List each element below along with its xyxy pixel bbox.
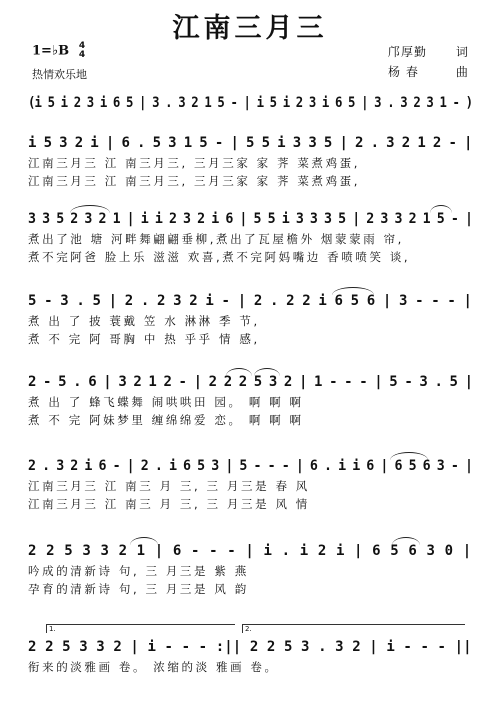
lyric-verse-2: 江南三月三 江 南三月三, 三月三家 家 荠 菜煮鸡蛋,	[28, 174, 361, 188]
composer-row	[388, 62, 468, 82]
music-system-1	[28, 132, 472, 190]
first-ending-label: 1.	[49, 625, 56, 633]
key-signature-block	[32, 42, 87, 82]
notation-line: 2 2 5 3 3 2 | i - - - :|| 2 2 5 3 . 3 2 | i - - - ||	[28, 639, 472, 655]
music-system-5	[28, 455, 472, 513]
lyricist-name: 邝厚勤	[388, 45, 428, 59]
lyric-verse-1: 江南三月三 江 南三月三, 三月三家 家 荠 菜煮鸡蛋,	[28, 156, 361, 170]
lyric-verse-1: 吟成的清新诗 句, 三 月三是 紫 燕	[28, 564, 249, 578]
second-ending-bracket	[242, 624, 465, 633]
lyric-verse-2: 江南三月三 江 南三 月 三, 三 月三是 风 情	[28, 497, 310, 511]
notation-line: i 5 3 2 i | 6 . 5 3 1 5 - | 5 5 i 3 3 5 | 2 . 3 2 1 2 - |	[28, 135, 472, 151]
intro-system	[28, 92, 472, 114]
lyric-verse-1: 煮 出 了 披 蓑戴 笠 水 淋淋 季 节,	[28, 314, 260, 328]
meter-bottom: 4	[78, 50, 86, 60]
notation-line: 2 - 5 . 6 | 3 2 1 2 - | 2 2 2 5 3 2 | 1 - - - | 5 - 3 . 5 |	[28, 374, 473, 390]
composer-name: 杨 春	[388, 65, 419, 79]
music-system-2	[28, 208, 472, 266]
music-system-6	[28, 540, 472, 598]
lyricist-row	[388, 42, 468, 62]
lyric-verse-1: 煮 出 了 蜂飞蝶舞 闹哄哄田 园。 啊 啊 啊	[28, 395, 304, 409]
time-signature	[79, 42, 85, 60]
meter-top: 4	[78, 41, 86, 51]
lyricist-role: 词	[455, 45, 468, 59]
composer-role: 曲	[455, 65, 468, 79]
notation-line: 2 . 3 2 i 6 - | 2 . i 6 5 3 | 5 - - - | 6 . i i 6 | 6 5 6 3 - |	[28, 458, 473, 474]
lyric-line: 衔来的淡雅画 卷。 浓缩的淡 雅画 卷。	[28, 660, 279, 674]
tempo-marking: 热情欢乐地	[32, 68, 87, 81]
song-title: 江南三月三	[172, 13, 328, 44]
key-signature: 1=♭B	[32, 43, 70, 59]
music-system-3	[28, 290, 472, 348]
first-ending-bracket	[46, 624, 235, 633]
second-ending-label: 2.	[245, 625, 252, 633]
lyric-verse-1: 江南三月三 江 南三 月 三, 三 月三是 春 风	[28, 479, 310, 493]
lyric-verse-2: 煮不完阿爸 脸上乐 滋滋 欢喜,煮不完阿妈嘴边 香喷喷笑 谈,	[28, 250, 411, 264]
notation-line: 3 3 5 2 3 2 1 | i i 2 3 2 i 6 | 5 5 i 3 3 3 5 | 2 3 3 2 1 5 - |	[28, 211, 473, 227]
music-system-7	[28, 625, 472, 676]
lyric-verse-2: 煮 不 完 阿妹梦里 缠绵绵爱 恋。 啊 啊 啊	[28, 413, 304, 427]
credits	[388, 42, 468, 82]
lyric-verse-2: 煮 不 完 阿 哥胸 中 热 乎乎 情 感,	[28, 332, 260, 346]
notation-line: (i 5 i 2 3 i 6 5 | 3 . 3 2 1 5 - | i 5 i 2 3 i 6 5 | 3 . 3 2 3 1 - )	[28, 95, 473, 111]
music-system-4	[28, 371, 472, 429]
notation-line: 2 2 5 3 3 2 1 | 6 - - - | i . i 2 i | 6 5 6 3 0 |	[28, 543, 472, 559]
notation-line: 5 - 3 . 5 | 2 . 2 3 2 i - | 2 . 2 2 i 6 5 6 | 3 - - - |	[28, 293, 472, 309]
lyric-verse-1: 煮出了池 塘 河畔舞翩翩垂柳,煮出了瓦屋檐外 烟蒙蒙雨 帘,	[28, 232, 404, 246]
lyric-verse-2: 孕育的清新诗 句, 三 月三是 风 韵	[28, 582, 249, 596]
